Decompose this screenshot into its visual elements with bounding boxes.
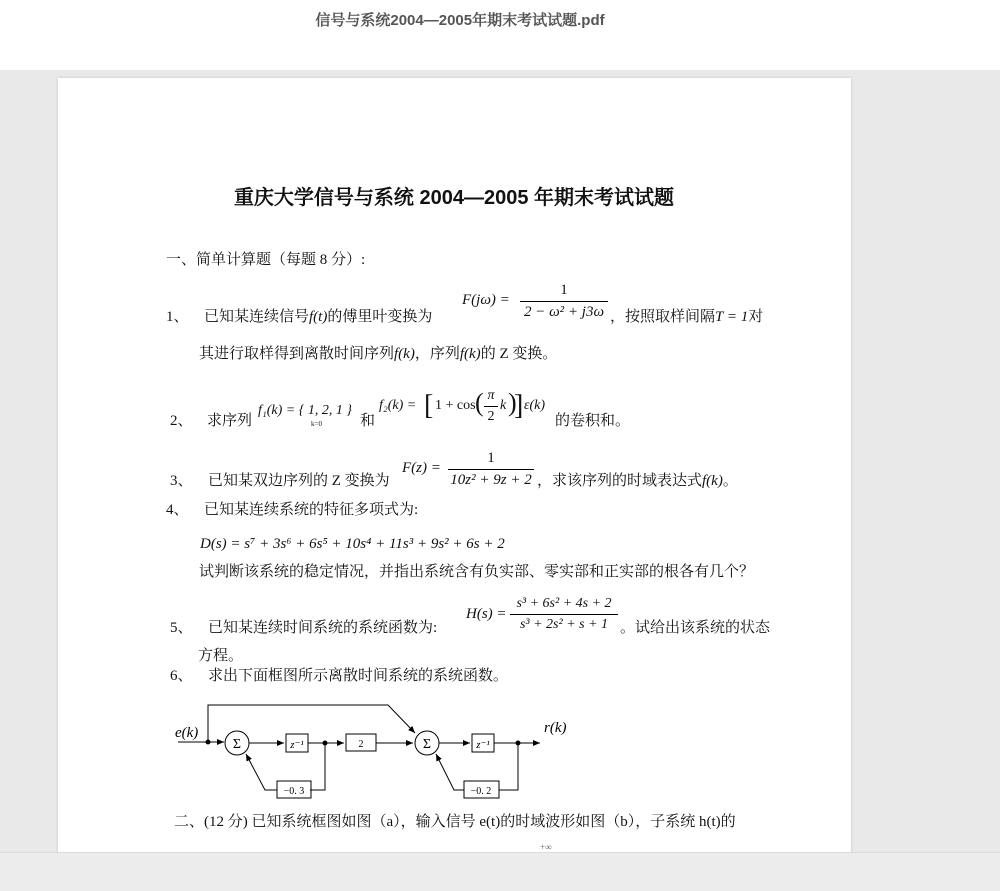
block-diagram	[170, 700, 590, 805]
gain-label-fb1: −0. 3	[283, 786, 305, 797]
q2-f2: f₂(k) =	[379, 398, 417, 413]
q4-text-2: 试判断该系统的稳定情况，并指出系统含有负实部、零实部和正实部的根各有几个？	[199, 564, 755, 580]
q5-text-2: 。试给出该系统的状态	[620, 620, 771, 636]
q5-text: 已知某连续时间系统的系统函数为:	[208, 620, 438, 636]
q2-f1-subscript: k=0	[311, 420, 322, 428]
q4-polynomial: D(s) = s⁷ + 3s⁶ + 6s⁵ + 10s⁴ + 11s³ + 9s² + 6s + 2	[200, 536, 505, 552]
q5-lhs: H(s) =	[466, 606, 507, 622]
q1-text-2: ，按照取样间隔T = 1对	[610, 309, 764, 325]
scroll-hint: +∞	[540, 842, 552, 852]
q2-pi-frac: $\frac{\pi}{2}$	[484, 389, 498, 424]
file-title: 信号与系统2004—2005年期末考试试题.pdf	[315, 12, 605, 29]
q2-text: 求序列	[207, 413, 253, 429]
bottom-bar	[0, 852, 1000, 891]
q2-f1: f₁(k) = { 1, 2, 1 }	[258, 403, 352, 418]
sum-symbol-2: Σ	[422, 737, 432, 752]
q3-text: 已知某双边序列的 Z 变换为	[208, 473, 390, 489]
diagram-input-label: e(k)	[175, 725, 199, 741]
q2-number: 2、	[170, 413, 193, 429]
q6-number: 6、	[170, 668, 193, 684]
delay-label-2: z⁻¹	[476, 739, 490, 751]
gain-label-fb2: −0. 2	[470, 786, 492, 797]
q2-text-2: 的卷积和。	[555, 413, 631, 429]
q3-lhs: F(z) =	[402, 460, 441, 476]
sum-symbol-1: Σ	[232, 737, 242, 752]
q3-fraction: $\frac{1}{\text{10z² + 9z + 2}}$	[448, 451, 534, 488]
gain-label-2: 2	[358, 739, 364, 750]
section-1-heading: 一、简单计算题（每题 8 分）:	[166, 252, 366, 268]
q2-cos: 1 + cos	[435, 398, 476, 413]
q5-line-2: 方程。	[198, 648, 244, 664]
q5-fraction: $\frac{\text{s³ + 6s² + 4s + 2}}{\text{s³ + 2s² + s + 1}}$	[510, 597, 618, 632]
q1-number: 1、	[166, 309, 189, 325]
q2-eps: ε(k)	[524, 398, 546, 413]
title-bar	[0, 0, 1000, 70]
q1-fraction: $\frac{1}{\text{2 − ω² + j3ω}}$	[520, 283, 608, 320]
q1-text: 已知某连续信号f(t)的傅里叶变换为	[204, 309, 433, 325]
diagram-output-label: r(k)	[544, 720, 567, 736]
delay-label-1: z⁻¹	[290, 739, 304, 751]
q3-number: 3、	[170, 473, 193, 489]
section-2-heading: 二、(12 分) 已知系统框图如图（a），输入信号 e(t)的时域波形如图（b），子系统 h(t)的	[174, 814, 736, 830]
q4-text: 已知某连续系统的特征多项式为:	[204, 502, 419, 518]
q1-lhs: F(jω) =	[462, 292, 510, 308]
q2-and: 和	[360, 413, 376, 429]
q3-text-2: ，求该序列的时域表达式f(k)。	[537, 473, 738, 489]
q5-number: 5、	[170, 620, 193, 636]
q4-number: 4、	[166, 502, 189, 518]
q1-line-2: 其进行取样得到离散时间序列f(k)，序列f(k)的 Z 变换。	[199, 346, 558, 362]
document-title: 重庆大学信号与系统 2004—2005 年期末考试试题	[233, 187, 675, 209]
q6-text: 求出下面框图所示离散时间系统的系统函数。	[208, 668, 509, 684]
